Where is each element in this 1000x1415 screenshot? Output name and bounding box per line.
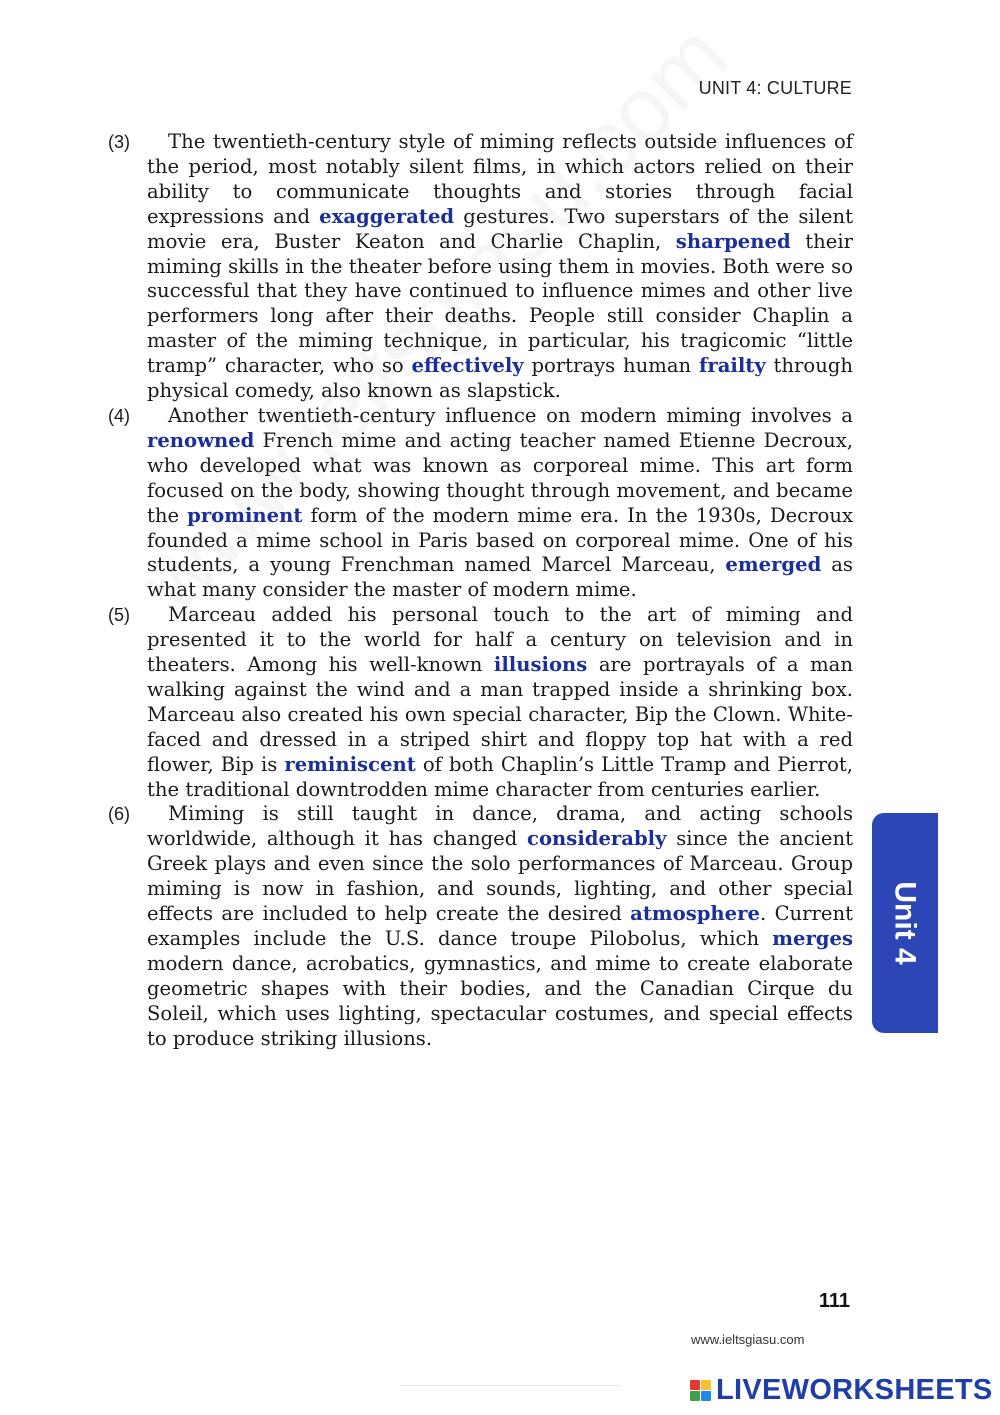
vocab-word: illusions <box>493 653 588 677</box>
text-segment: Another twentieth-century influence on modern miming involves a <box>168 403 853 427</box>
paragraph-number: (4) <box>108 405 130 426</box>
site-url-link[interactable]: www.ieltsgiasu.com <box>691 1332 805 1347</box>
logo-square <box>690 1380 700 1390</box>
paragraph-3 <box>108 130 853 404</box>
divider <box>400 1385 620 1386</box>
vocab-word: merges <box>772 927 853 950</box>
liveworksheets-text: LIVEWORKSHEETS <box>716 1374 993 1406</box>
text-segment: form of the modern mime era. In the 1930s, Decroux founded a mime school in Paris based on corporeal mime. One of his students, a young Frenchman named Marcel Marceau, <box>147 503 853 577</box>
text-segment: their miming skills in the theater before using them in movies. Both were so successful that they have continued to influence mimes and other live performers long after their deaths. People still consider Chaplin a master of the miming technique, in particular, his tragicomic “little tramp” character, who so <box>147 229 853 378</box>
text-segment: through physical comedy, also known as slapstick. <box>147 354 853 403</box>
text-segment: as what many consider the master of modern mime. <box>147 553 853 602</box>
paragraph-number: (5) <box>108 605 130 626</box>
page-number: 111 <box>818 1290 850 1312</box>
text-segment: of both Chaplin’s Little Tramp and Pierrot, the traditional downtrodden mime character from centuries earlier. <box>147 752 853 801</box>
text-segment: The twentieth-century style of miming reflects outside influences of the period, most notably silent films, in which actors relied on their ability to communicate thoughts and stories through facial expressions and <box>147 130 853 228</box>
text-segment: Miming is still taught in dance, drama, and acting schools worldwide, although it has changed <box>147 802 853 851</box>
paragraph-text <box>147 130 853 404</box>
vocab-word: effectively <box>411 354 524 378</box>
unit-side-tab <box>872 813 938 1033</box>
vocab-word: exaggerated <box>319 204 455 228</box>
unit-header: UNIT 4: CULTURE <box>698 78 852 98</box>
reading-passage <box>108 130 853 1052</box>
text-segment: since the ancient Greek plays and even since the solo performances of Marceau. Group miming is now in fashion, and sounds, lighting, and other special effects are included to help create the desired <box>147 827 853 926</box>
vocab-word: sharpened <box>675 229 791 253</box>
logo-square <box>701 1391 711 1401</box>
text-segment: Marceau added his personal touch to the art of miming and presented it to the world for half a century on television and in theaters. Among his well-known <box>147 603 853 677</box>
paragraph-number: (6) <box>108 804 130 825</box>
paragraph-text <box>147 404 853 603</box>
text-segment: gestures. Two superstars of the silent movie era, Buster Keaton and Charlie Chaplin, <box>147 204 853 253</box>
text-segment: . Current examples include the U.S. dance troupe Pilobolus, which <box>147 902 854 950</box>
vocab-word: prominent <box>187 503 303 527</box>
vocab-word: atmosphere <box>630 902 760 926</box>
unit-tab-label: Unit 4 <box>889 881 922 965</box>
liveworksheets-logo-icon <box>690 1380 711 1401</box>
paragraph-6 <box>108 802 853 1051</box>
liveworksheets-brand[interactable] <box>690 1374 993 1407</box>
paragraph-text <box>147 802 853 1051</box>
text-segment: are portrayals of a man walking against the wind and a man trapped inside a shrinking box. Marceau also created his own special character, Bip the Clown. White-faced and dressed in a striped shirt and floppy top hat with a red flower, Bip is <box>147 653 853 776</box>
vocab-word: renowned <box>147 428 255 452</box>
text-segment: French mime and acting teacher named Etienne Decroux, who developed what was known as corporeal mime. This art form focused on the body, showing thought through movement, and became the <box>147 428 853 527</box>
paragraph-number: (3) <box>108 132 130 152</box>
vocab-word: considerably <box>527 827 667 851</box>
vocab-word: frailty <box>698 354 766 378</box>
vocab-word: emerged <box>725 553 822 577</box>
logo-square <box>690 1391 700 1401</box>
text-segment: modern dance, acrobatics, gymnastics, and mime to create elaborate geometric shapes with their bodies, and the Canadian Cirque du Soleil, which uses lighting, spectacular costumes, and special effects to produce striking illusions. <box>147 951 853 1050</box>
paragraph-4 <box>108 404 853 603</box>
vocab-word: reminiscent <box>284 752 416 776</box>
paragraph-text <box>147 603 853 802</box>
paragraph-5 <box>108 603 853 802</box>
text-segment: portrays human <box>523 354 699 378</box>
logo-square <box>701 1380 711 1390</box>
